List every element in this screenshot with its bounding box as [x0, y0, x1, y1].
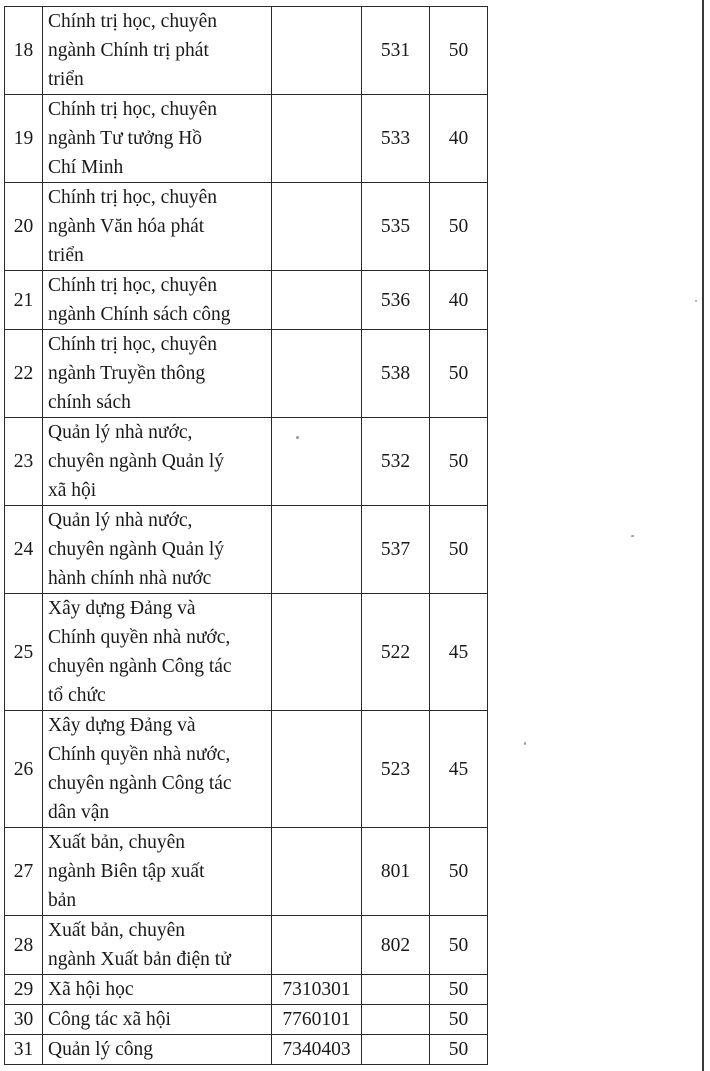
program-name-line: ngành Văn hóa phát: [48, 216, 205, 237]
program-code-cell: [272, 711, 362, 828]
program-name-line: Chính trị học, chuyên: [48, 99, 217, 120]
table-row: [5, 1005, 488, 1035]
program-name-cell: [43, 183, 272, 271]
quota-cell: 50: [430, 828, 488, 916]
quota-cell: 50: [430, 916, 488, 975]
program-name-line: ngành Biên tập xuất: [48, 861, 205, 882]
program-code-cell: [272, 7, 362, 95]
specialization-code-cell: 802: [362, 916, 430, 975]
scan-speck: [524, 742, 526, 745]
quota-cell: 50: [430, 506, 488, 594]
program-name-cell: [43, 418, 272, 506]
quota-cell: 50: [430, 330, 488, 418]
program-name-line: Xây dựng Đảng và: [48, 598, 196, 619]
program-name-line: Xây dựng Đảng và: [48, 715, 196, 736]
specialization-code-cell: [362, 975, 430, 1005]
table-row: [5, 95, 488, 183]
table-row: [5, 7, 488, 95]
table-row: [5, 418, 488, 506]
program-name-line: Quản lý công: [48, 1039, 154, 1060]
table-row: [5, 594, 488, 711]
scan-speck: [631, 535, 634, 537]
table-row: [5, 271, 488, 330]
specialization-code-cell: 535: [362, 183, 430, 271]
program-name-line: chuyên ngành Công tác: [48, 773, 232, 794]
specialization-code-cell: 537: [362, 506, 430, 594]
specialization-code-cell: 522: [362, 594, 430, 711]
program-code-cell: [272, 183, 362, 271]
row-number-cell: 24: [5, 506, 43, 594]
row-number-cell: 20: [5, 183, 43, 271]
program-code-cell: [272, 330, 362, 418]
program-name-line: ngành Chính trị phát: [48, 40, 209, 61]
program-name-line: tổ chức: [48, 685, 106, 706]
program-name-line: Quản lý nhà nước,: [48, 422, 193, 443]
program-code-cell: [272, 506, 362, 594]
program-code-cell: 7340403: [272, 1035, 362, 1065]
table-row: [5, 506, 488, 594]
program-code-cell: 7310301: [272, 975, 362, 1005]
specialization-code-cell: [362, 1005, 430, 1035]
table-row: [5, 975, 488, 1005]
quota-cell: 50: [430, 1035, 488, 1065]
quota-cell: 40: [430, 271, 488, 330]
program-code-cell: [272, 916, 362, 975]
specialization-code-cell: 531: [362, 7, 430, 95]
program-name-line: Xã hội học: [48, 979, 134, 1000]
table-row: [5, 828, 488, 916]
program-name-cell: [43, 7, 272, 95]
row-number-cell: 26: [5, 711, 43, 828]
program-name-line: ngành Truyền thông: [48, 363, 206, 384]
specialization-code-cell: 538: [362, 330, 430, 418]
program-name-line: bản: [48, 890, 77, 911]
program-code-cell: [272, 95, 362, 183]
program-name-line: Chính quyền nhà nước,: [48, 744, 231, 765]
program-code-cell: 7760101: [272, 1005, 362, 1035]
table-row: [5, 916, 488, 975]
row-number-cell: 27: [5, 828, 43, 916]
program-name-line: Chính quyền nhà nước,: [48, 627, 231, 648]
program-name-line: Chính trị học, chuyên: [48, 187, 217, 208]
page-edge-line: [702, 0, 704, 1071]
row-number-cell: 28: [5, 916, 43, 975]
row-number-cell: 25: [5, 594, 43, 711]
program-name-cell: [43, 506, 272, 594]
quota-cell: 50: [430, 183, 488, 271]
program-name-line: chuyên ngành Quản lý: [48, 539, 224, 560]
row-number-cell: 22: [5, 330, 43, 418]
table-row: [5, 1035, 488, 1065]
specialization-code-cell: 801: [362, 828, 430, 916]
row-number-cell: 30: [5, 1005, 43, 1035]
specialization-code-cell: 523: [362, 711, 430, 828]
row-number-cell: 18: [5, 7, 43, 95]
program-code-cell: [272, 271, 362, 330]
program-name-cell: [43, 975, 272, 1005]
program-name-line: Chính trị học, chuyên: [48, 11, 217, 32]
row-number-cell: 23: [5, 418, 43, 506]
program-name-cell: [43, 1005, 272, 1035]
program-name-line: Xuất bản, chuyên: [48, 920, 185, 941]
row-number-cell: 29: [5, 975, 43, 1005]
program-code-cell: [272, 418, 362, 506]
program-code-cell: [272, 828, 362, 916]
program-name-line: Chí Minh: [48, 157, 124, 178]
program-name-cell: [43, 828, 272, 916]
program-code-cell: [272, 594, 362, 711]
quota-cell: 40: [430, 95, 488, 183]
table-row: [5, 330, 488, 418]
program-name-line: triển: [48, 69, 84, 90]
program-name-line: Chính trị học, chuyên: [48, 275, 217, 296]
program-name-cell: [43, 271, 272, 330]
program-name-cell: [43, 711, 272, 828]
program-table: [4, 6, 488, 1065]
quota-cell: 50: [430, 1005, 488, 1035]
program-name-cell: [43, 916, 272, 975]
program-name-cell: [43, 594, 272, 711]
specialization-code-cell: [362, 1035, 430, 1065]
program-name-line: ngành Xuất bản điện tử: [48, 949, 231, 970]
program-name-cell: [43, 330, 272, 418]
program-name-line: Quản lý nhà nước,: [48, 510, 193, 531]
program-name-line: ngành Tư tưởng Hồ: [48, 128, 203, 149]
program-name-line: chính sách: [48, 392, 131, 413]
table-row: [5, 711, 488, 828]
program-name-line: hành chính nhà nước: [48, 568, 212, 589]
specialization-code-cell: 532: [362, 418, 430, 506]
program-name-line: dân vận: [48, 802, 110, 823]
row-number-cell: 19: [5, 95, 43, 183]
program-name-line: chuyên ngành Quản lý: [48, 451, 224, 472]
specialization-code-cell: 536: [362, 271, 430, 330]
program-name-line: xã hội: [48, 480, 97, 501]
quota-cell: 45: [430, 711, 488, 828]
program-name-line: ngành Chính sách công: [48, 304, 231, 325]
quota-cell: 45: [430, 594, 488, 711]
program-name-line: Công tác xã hội: [48, 1009, 171, 1030]
scan-speck: [695, 300, 697, 302]
table-body: [5, 7, 488, 1065]
program-name-line: Chính trị học, chuyên: [48, 334, 217, 355]
specialization-code-cell: 533: [362, 95, 430, 183]
program-name-cell: [43, 1035, 272, 1065]
quota-cell: 50: [430, 418, 488, 506]
row-number-cell: 21: [5, 271, 43, 330]
table-row: [5, 183, 488, 271]
quota-cell: 50: [430, 7, 488, 95]
program-name-line: Xuất bản, chuyên: [48, 832, 185, 853]
scan-speck: [296, 436, 299, 439]
quota-cell: 50: [430, 975, 488, 1005]
program-name-cell: [43, 95, 272, 183]
program-name-line: chuyên ngành Công tác: [48, 656, 232, 677]
program-name-line: triển: [48, 245, 84, 266]
row-number-cell: 31: [5, 1035, 43, 1065]
